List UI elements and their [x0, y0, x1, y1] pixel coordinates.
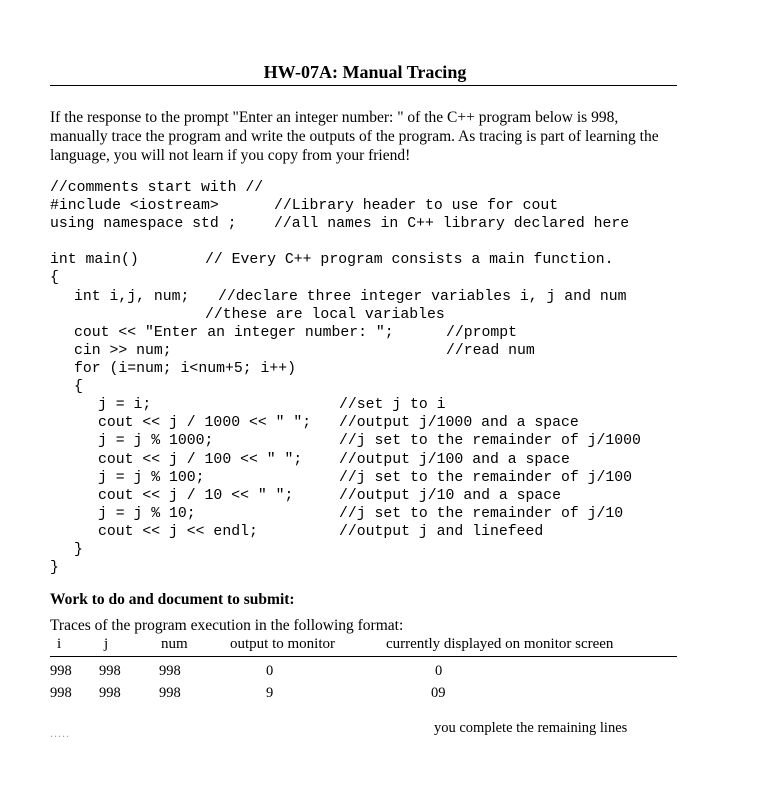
code-comment: //prompt [446, 325, 518, 341]
code-line: j = j % 1000; [98, 433, 214, 449]
code-line: cin >> num; [74, 343, 172, 359]
code-comment: //these are local variables [205, 307, 445, 323]
code-comment: //output j/10 and a space [339, 488, 561, 504]
code-line: #include <iostream> [50, 198, 219, 214]
code-comment: //output j/1000 and a space [339, 415, 579, 431]
cell-j: 998 [99, 663, 121, 679]
cell-output: 9 [266, 685, 274, 701]
cell-i: 998 [50, 663, 72, 679]
code-line: } [50, 560, 59, 576]
code-comment: //j set to the remainder of j/10 [339, 506, 624, 522]
cell-display: 09 [431, 685, 446, 701]
code-line: using namespace std ; [50, 216, 237, 232]
code-comment: //declare three integer variables i, j and num [218, 289, 627, 305]
code-comment: //j set to the remainder of j/1000 [339, 433, 641, 449]
code-line: int i,j, num; [74, 289, 190, 305]
code-line: cout << j / 10 << " "; [98, 488, 294, 504]
code-line: cout << "Enter an integer number: "; [74, 325, 394, 341]
code-line: cout << j / 100 << " "; [98, 452, 303, 468]
cell-num: 998 [159, 685, 181, 701]
work-heading: Work to do and document to submit: [50, 591, 295, 608]
code-line: { [74, 379, 83, 395]
cell-num: 998 [159, 663, 181, 679]
title-divider [50, 85, 677, 86]
column-header-output: output to monitor [230, 636, 335, 652]
code-line: int main() [50, 252, 139, 268]
code-line: cout << j << endl; [98, 524, 258, 540]
column-header-j: j [104, 636, 109, 652]
code-comment: //Library header to use for cout [274, 198, 559, 214]
code-comment: //output j/100 and a space [339, 452, 570, 468]
code-line: } [74, 542, 83, 558]
cell-i: 998 [50, 685, 72, 701]
code-comment: //j set to the remainder of j/100 [339, 470, 633, 486]
code-comment: //read num [446, 343, 535, 359]
code-line: j = i; [98, 397, 152, 413]
code-comment: //output j and linefeed [339, 524, 544, 540]
intro-paragraph: If the response to the prompt "Enter an integer number: " of the C++ program below is 998, manually trace the program and write the outputs of the program. As tracing is part of learning the language, you will not learn if you copy from your friend! [50, 109, 659, 164]
table-header-divider [50, 656, 677, 657]
code-line: j = j % 100; [98, 470, 205, 486]
page-title: HW-07A: Manual Tracing [263, 62, 467, 82]
code-comment: //set j to i [339, 397, 446, 413]
traces-intro: Traces of the program execution in the following format: [50, 617, 404, 634]
column-header-num: num [161, 636, 188, 652]
code-line: j = j % 10; [98, 506, 196, 522]
code-line: { [50, 270, 59, 286]
code-comment: // Every C++ program consists a main function. [205, 252, 614, 268]
code-line: //comments start with // [50, 180, 264, 196]
completion-note: you complete the remaining lines [434, 720, 628, 736]
code-line: for (i=num; i<num+5; i++) [74, 361, 296, 377]
column-header-display: currently displayed on monitor screen [386, 636, 614, 652]
table-ellipsis: ..... [50, 726, 70, 740]
column-header-i: i [57, 636, 62, 652]
cell-j: 998 [99, 685, 121, 701]
cell-display: 0 [435, 663, 443, 679]
code-line: cout << j / 1000 << " "; [98, 415, 312, 431]
cell-output: 0 [266, 663, 274, 679]
code-comment: //all names in C++ library declared here [274, 216, 630, 232]
